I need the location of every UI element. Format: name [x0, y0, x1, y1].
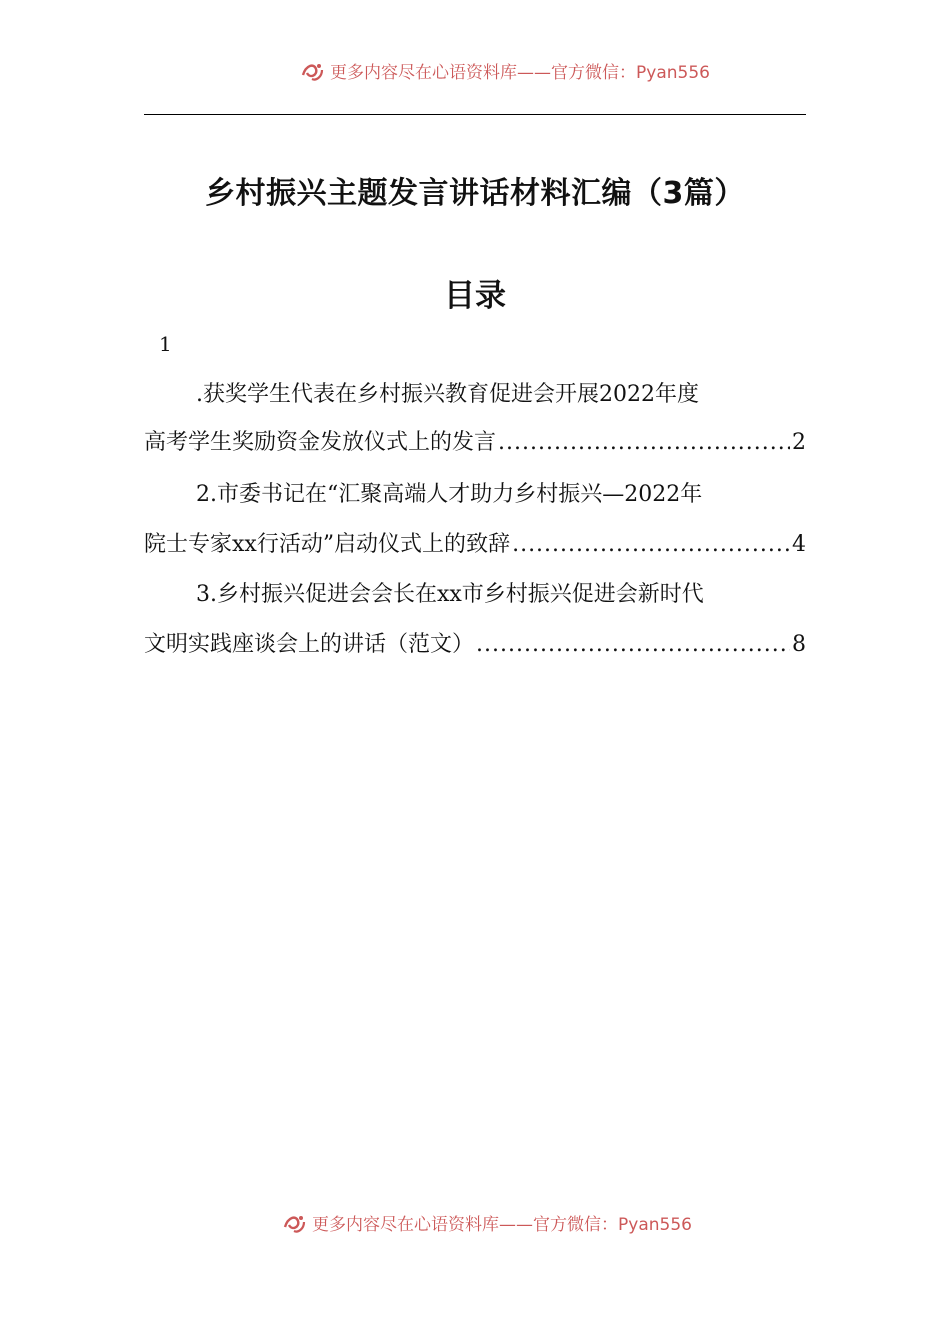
stray-list-number: 1 — [159, 332, 172, 356]
header-watermark — [30, 58, 950, 83]
toc-entry-2-page: 4 — [792, 532, 806, 557]
toc-leader-dots — [498, 428, 790, 458]
toc-entry-1-text-a: .获奖学生代表在乡村振兴教育促进会开展2022年度 — [196, 382, 699, 407]
toc-heading: 目录 — [444, 278, 506, 314]
toc-entry-1-text-b: 高考学生奖励资金发放仪式上的发言 — [144, 430, 497, 455]
document-title: 乡村振兴主题发言讲话材料汇编（3篇） — [205, 176, 745, 211]
header-watermark-text: 更多内容尽在心语资料库——官方微信：Pyan556 — [330, 63, 710, 83]
toc-entry-2-text-b: 院士专家xx行活动”启动仪式上的致辞 — [144, 532, 511, 557]
toc-entry-2-line-1[interactable] — [144, 480, 806, 510]
toc-entry-3-line-1[interactable] — [144, 580, 806, 610]
toc-entry-3-page: 8 — [792, 632, 806, 657]
toc-entry-1-line-2[interactable] — [144, 428, 806, 458]
toc-entry-1-page: 2 — [792, 430, 806, 455]
toc-entry-2-line-2[interactable] — [144, 530, 806, 560]
watermark-logo-icon — [300, 61, 326, 83]
toc-entry-3-text-b: 文明实践座谈会上的讲话（范文） — [144, 632, 475, 657]
toc-entry-3-text-a: 3.乡村振兴促进会会长在xx市乡村振兴促进会新时代 — [196, 582, 704, 607]
header-divider — [144, 114, 806, 115]
toc-leader-dots — [512, 530, 790, 560]
footer-watermark — [12, 1210, 950, 1235]
watermark-logo-icon — [282, 1213, 308, 1235]
toc-leader-dots — [476, 630, 790, 660]
footer-watermark-text: 更多内容尽在心语资料库——官方微信：Pyan556 — [312, 1215, 692, 1235]
toc-entry-3-line-2[interactable] — [144, 630, 806, 660]
toc-entry-1-line-1[interactable] — [144, 380, 806, 410]
toc-entry-2-text-a: 2.市委书记在“汇聚高端人才助力乡村振兴—2022年 — [196, 482, 703, 507]
